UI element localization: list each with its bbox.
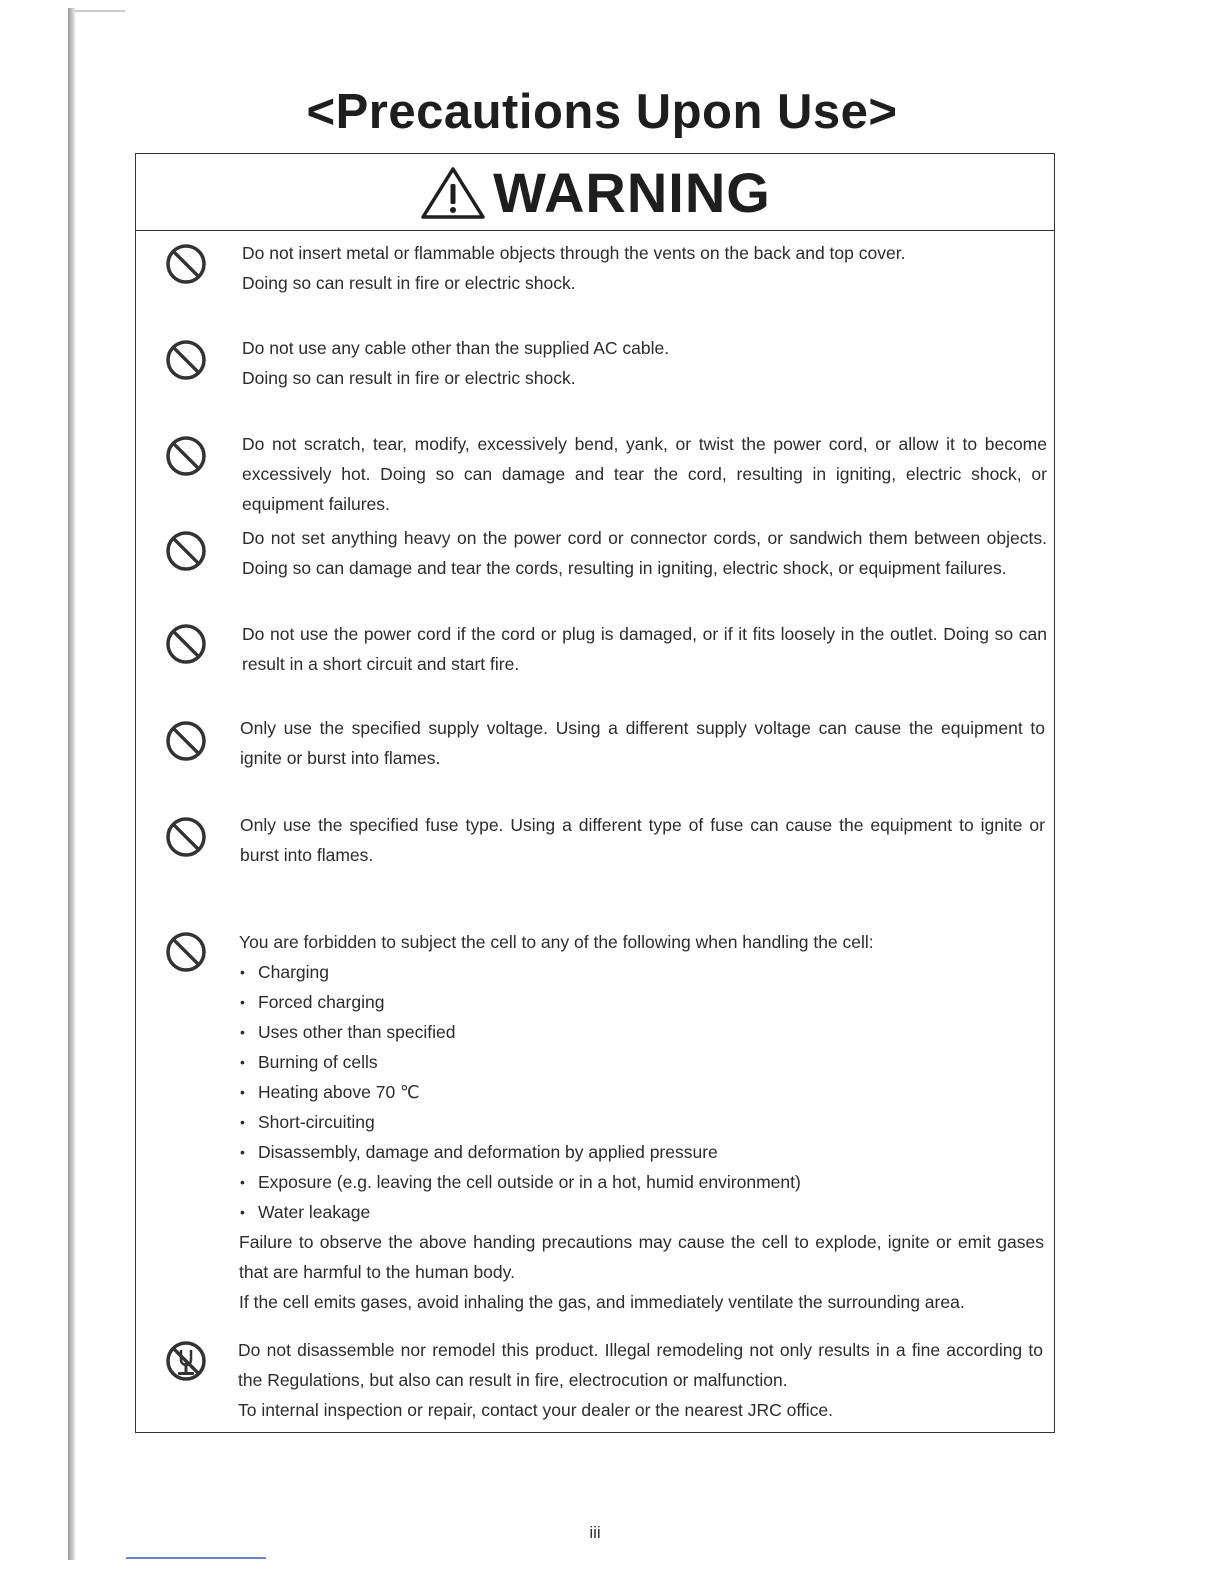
page-number: iii	[589, 1523, 601, 1542]
precaution-line: Do not disassemble nor remodel this product. Illegal remodeling not only results in a fine according to the Regulations, but also can result in fire, electrocution or malfunction.	[238, 1340, 1043, 1390]
scan-artifact-top	[75, 10, 125, 12]
prohibited-icon	[164, 242, 208, 286]
prohibited-icon	[164, 338, 208, 382]
scan-artifact-bottom	[126, 1557, 266, 1559]
precaution-text	[238, 1335, 1043, 1425]
warning-box	[135, 153, 1055, 1433]
forbidden-list	[239, 957, 1044, 1227]
precaution-text	[239, 927, 1044, 1317]
precaution-line: Do not use the power cord if the cord or plug is damaged, or if it fits loosely in the outlet. Doing so can result in a short circuit and start fire.	[242, 624, 1047, 674]
binding-edge	[68, 8, 75, 1560]
list-item: • Water leakage	[239, 1197, 1044, 1227]
list-item: • Short-circuiting	[239, 1107, 1044, 1137]
list-item: • Charging	[239, 957, 1044, 987]
precaution-intro: You are forbidden to subject the cell to any of the following when handling the cell:	[239, 932, 874, 952]
warning-triangle-icon	[419, 165, 487, 221]
prohibited-icon	[164, 815, 208, 859]
precaution-line: Only use the specified fuse type. Using a different type of fuse can cause the equipment to ignite or burst into flames.	[240, 815, 1045, 865]
precaution-text	[240, 810, 1045, 870]
list-item: • Exposure (e.g. leaving the cell outside or in a hot, humid environment)	[239, 1167, 1044, 1197]
precaution-line: Do not scratch, tear, modify, excessively bend, yank, or twist the power cord, or allow it to become excessively hot. Doing so can damage and tear the cord, resulting in igniting, electric shock, or equipment failures.	[242, 434, 1047, 514]
no-disassembly-icon	[164, 1339, 208, 1383]
precaution-line: Do not insert metal or flammable objects through the vents on the back and top cover.	[242, 243, 906, 263]
list-item: • Uses other than specified	[239, 1017, 1044, 1047]
precaution-line: Do not use any cable other than the supplied AC cable.	[242, 338, 670, 358]
precaution-text	[242, 619, 1047, 679]
precaution-line: Doing so can result in fire or electric shock.	[242, 273, 576, 293]
precaution-line: Doing so can result in fire or electric shock.	[242, 368, 576, 388]
warning-label: WARNING	[493, 160, 771, 224]
list-item: • Forced charging	[239, 987, 1044, 1017]
precaution-line: Do not set anything heavy on the power cord or connector cords, or sandwich them between objects. Doing so can damage and tear the cords, resulting in igniting, electric shock, or equipment failures.	[242, 528, 1047, 578]
page-title: <Precautions Upon Use>	[306, 85, 898, 139]
precaution-line: Only use the specified supply voltage. Using a different supply voltage can cause the equipment to ignite or burst into flames.	[240, 718, 1045, 768]
prohibited-icon	[164, 719, 208, 763]
precaution-text	[242, 523, 1047, 583]
precaution-line: To internal inspection or repair, contact your dealer or the nearest JRC office.	[238, 1400, 833, 1420]
list-item: • Heating above 70 ℃	[239, 1077, 1044, 1107]
precaution-text	[242, 429, 1047, 519]
list-item: • Burning of cells	[239, 1047, 1044, 1077]
precaution-text	[242, 333, 1047, 393]
precaution-text	[242, 238, 1047, 298]
precaution-line: If the cell emits gases, avoid inhaling the gas, and immediately ventilate the surrounding area.	[239, 1292, 965, 1312]
prohibited-icon	[164, 622, 208, 666]
precaution-line: Failure to observe the above handing precautions may cause the cell to explode, ignite or emit gases that are harmful to the human body.	[239, 1232, 1044, 1282]
list-item: • Disassembly, damage and deformation by applied pressure	[239, 1137, 1044, 1167]
precaution-text	[240, 713, 1045, 773]
prohibited-icon	[164, 930, 208, 974]
prohibited-icon	[164, 434, 208, 478]
warning-header	[136, 154, 1054, 231]
prohibited-icon	[164, 529, 208, 573]
